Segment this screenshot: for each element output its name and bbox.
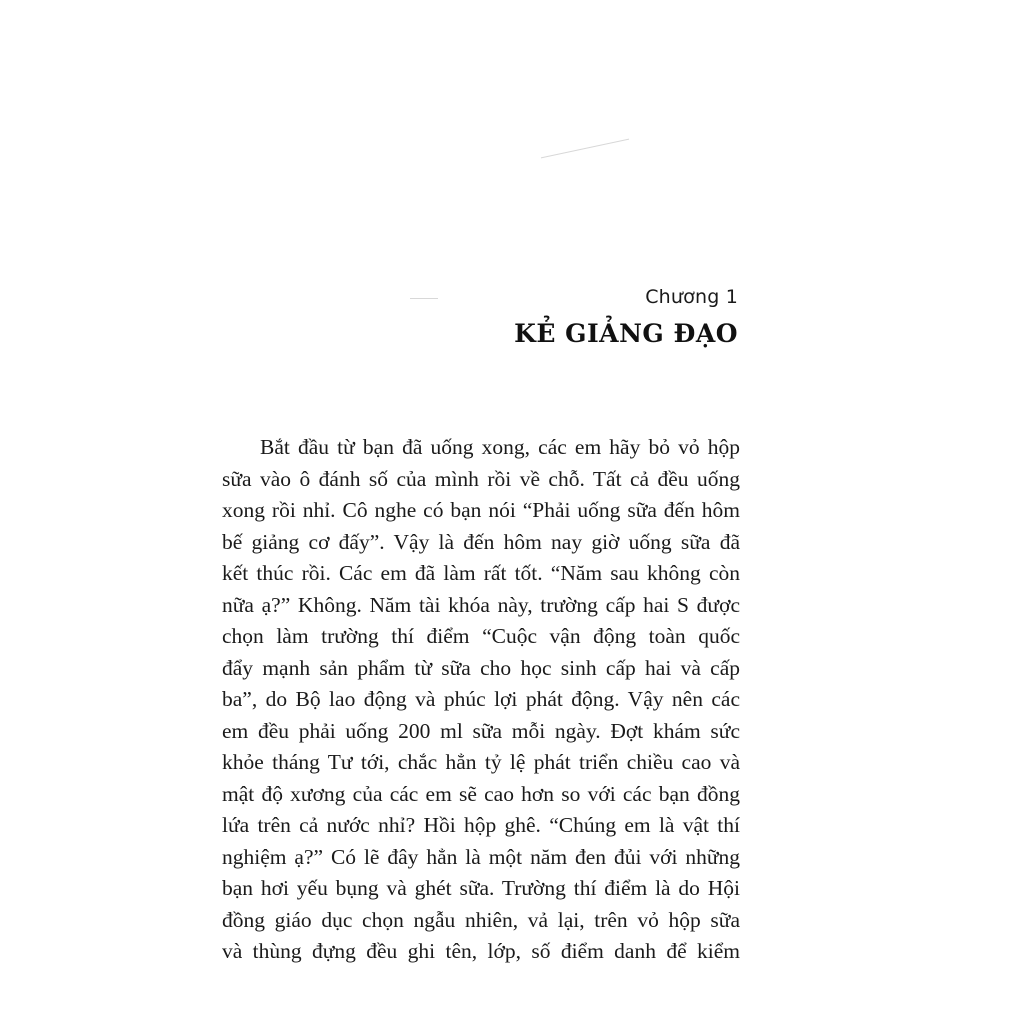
text-line: và thùng đựng đều ghi tên, lớp, số điểm danh để kiểm xyxy=(222,939,740,963)
text-line: kết thúc rồi. Các em đã làm rất tốt. “Năm sau không còn xyxy=(222,561,740,585)
body-text xyxy=(222,432,740,968)
text-line: chọn làm trường thí điểm “Cuộc vận động toàn quốc xyxy=(222,624,740,648)
text-line: đẩy mạnh sản phẩm từ sữa cho học sinh cấp hai và cấp xyxy=(222,655,740,680)
text-line: nữa ạ?” Không. Năm tài khóa này, trường cấp hai S được xyxy=(222,592,740,617)
paper-speck xyxy=(541,139,629,159)
text-line: mật độ xương của các em sẽ cao hơn so với các bạn đồng xyxy=(222,781,740,806)
text-line: sữa vào ô đánh số của mình rồi về chỗ. Tất cả đều uống xyxy=(222,466,740,491)
text-line: bế giảng cơ đấy”. Vậy là đến hôm nay giờ uống sữa đã xyxy=(222,529,740,554)
text-line: đồng giáo dục chọn ngẫu nhiên, vả lại, trên vỏ hộp sữa xyxy=(222,907,740,932)
text-line: Bắt đầu từ bạn đã uống xong, các em hãy bỏ vỏ hộp xyxy=(260,435,740,459)
text-line: em đều phải uống 200 ml sữa mỗi ngày. Đợt khám sức xyxy=(222,718,740,743)
chapter-label: Chương 1 xyxy=(645,286,738,308)
chapter-title: KẺ GIẢNG ĐẠO xyxy=(514,319,738,348)
text-line: khỏe tháng Tư tới, chắc hẳn tỷ lệ phát triển chiều cao và xyxy=(222,750,740,774)
text-line: nghiệm ạ?” Có lẽ đây hẳn là một năm đen đủi với những xyxy=(222,844,740,869)
paper-speck xyxy=(410,298,438,299)
text-line: ba”, do Bộ lao động và phúc lợi phát động. Vậy nên các xyxy=(222,687,740,711)
text-line: xong rồi nhỉ. Cô nghe có bạn nói “Phải uống sữa đến hôm xyxy=(222,498,740,522)
text-line: lứa trên cả nước nhỉ? Hồi hộp ghê. “Chúng em là vật thí xyxy=(222,813,740,837)
text-line: bạn hơi yếu bụng và ghét sữa. Trường thí điểm là do Hội xyxy=(222,876,740,900)
